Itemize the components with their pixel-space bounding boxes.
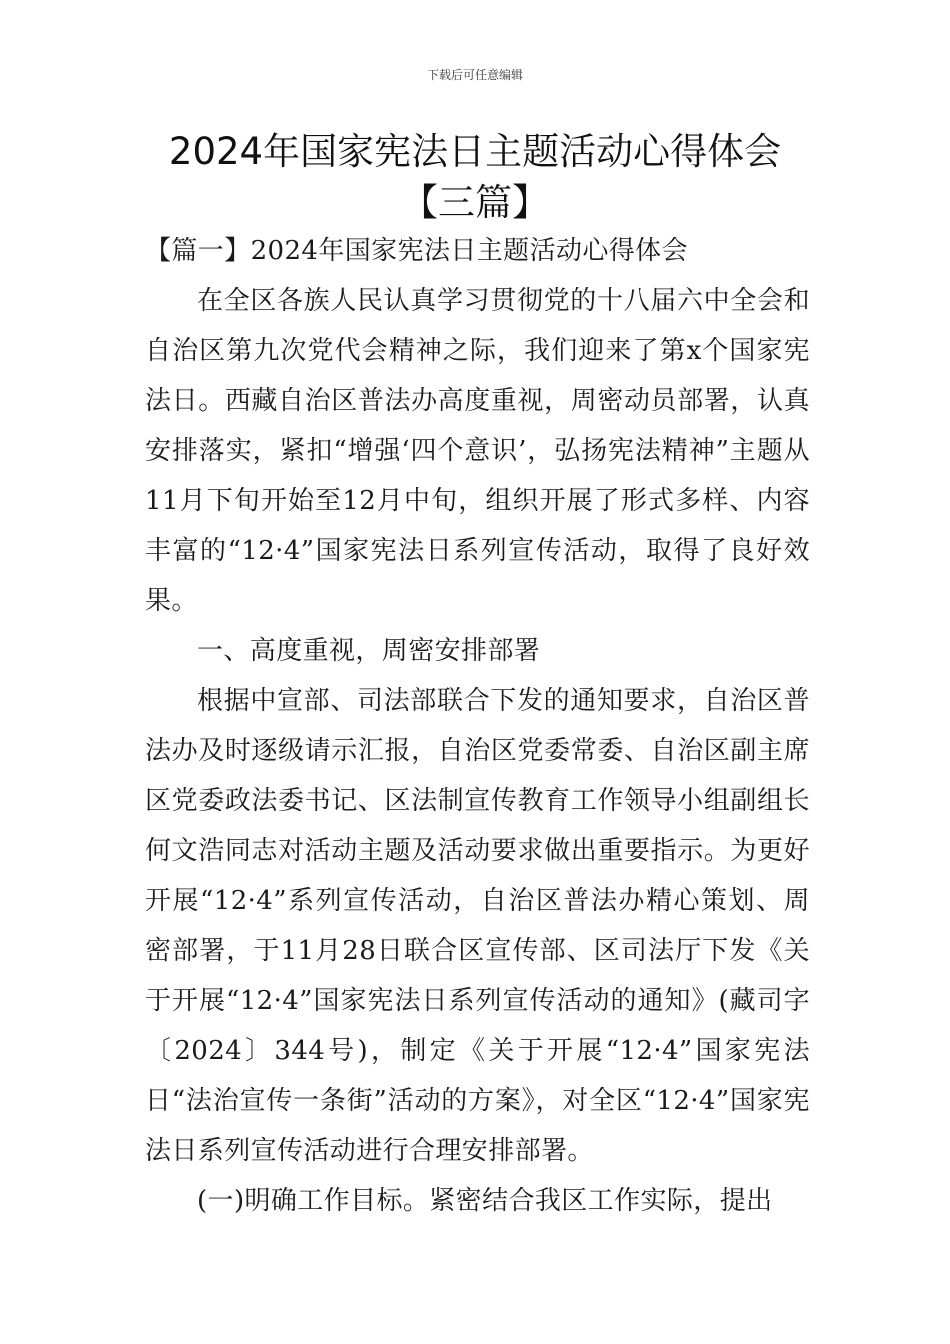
paragraph-deployment: 根据中宣部、司法部联合下发的通知要求，自治区普法办及时逐级请示汇报，自治区党委常委、自治区副主席区党委政法委书记、区法制宣传教育工作领导小组副组长何文浩同志对活动主题及活动要求做出重要指示。为更好开展“12·4”系列宣传活动，自治区普法办精心策划、周密部署，于11月28日联合区宣传部、区司法厅下发《关于开展“12·4”国家宪法日系列宣传活动的通知》(藏司字〔2024〕344号)，制定《关于开展“12·4”国家宪法日“法治宣传一条街”活动的方案》，对全区“12·4”国家宪法日系列宣传活动进行合理安排部署。 — [145, 686, 810, 1166]
section-heading: 一、高度重视，周密安排部署 — [197, 636, 541, 666]
document-body — [145, 226, 810, 1226]
section-subtitle: 【篇一】2024年国家宪法日主题活动心得体会 — [145, 236, 688, 266]
paragraph-intro: 在全区各族人民认真学习贯彻党的十八届六中全会和自治区第九次党代会精神之际，我们迎来了第x个国家宪法日。西藏自治区普法办高度重视，周密动员部署，认真安排落实，紧扣“增强‘四个意识’，弘扬宪法精神”主题从11月下旬开始至12月中旬，组织开展了形式多样、内容丰富的“12·4”国家宪法日系列宣传活动，取得了良好效果。 — [145, 286, 810, 616]
header-note: 下载后可任意编辑 — [426, 68, 523, 82]
paragraph-goals: (一)明确工作目标。紧密结合我区工作实际，提出 — [197, 1186, 773, 1216]
document-title: 2024年国家宪法日主题活动心得体会【三篇】 — [168, 130, 782, 224]
